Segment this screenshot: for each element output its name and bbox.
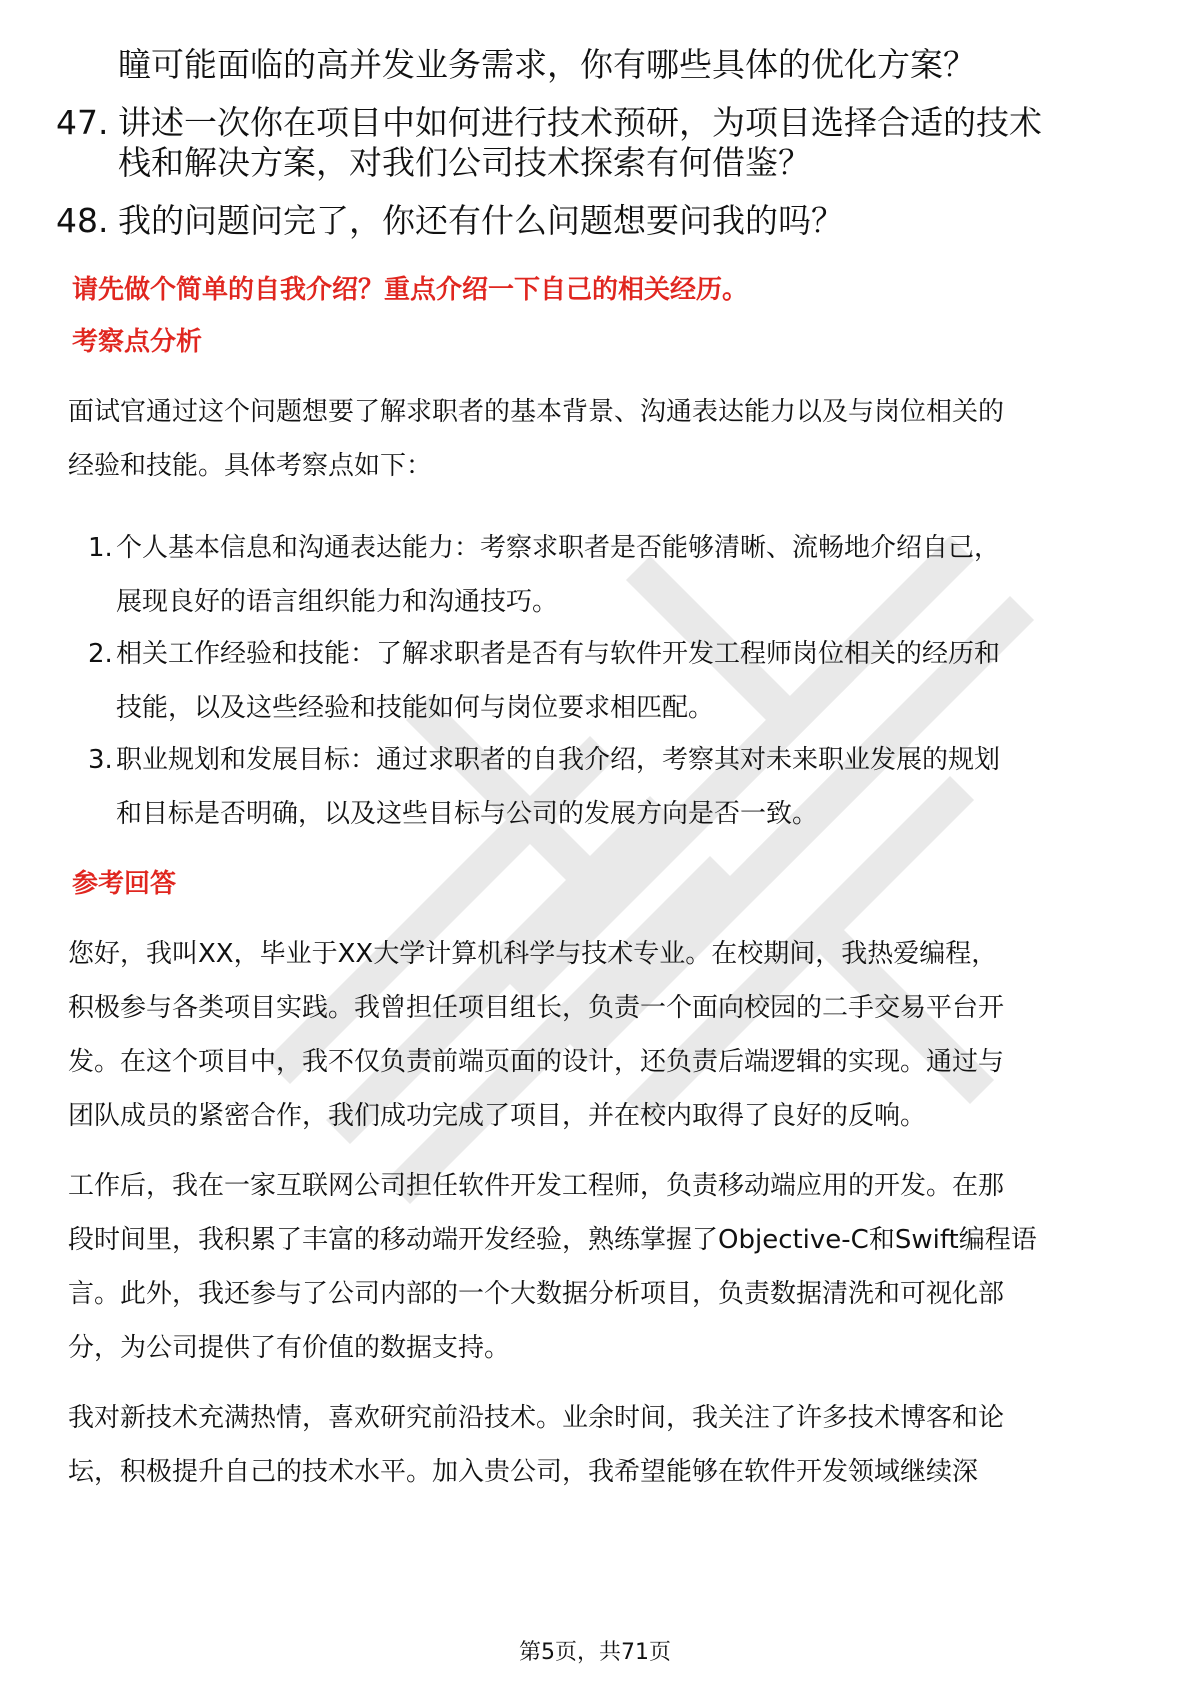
list-item-line: 职业规划和发展目标：通过求职者的自我介绍，考察其对未来职业发展的规划	[116, 745, 1001, 775]
paragraph-line: 坛，积极提升自己的技术水平。加入贵公司，我希望能够在软件开发领域继续深	[68, 1457, 979, 1487]
paragraph-line: 工作后，我在一家互联网公司担任软件开发工程师，负责移动端应用的开发。在那	[68, 1171, 1005, 1201]
paragraph-line: 您好，我叫XX，毕业于XX大学计算机科学与技术专业。在校期间，我热爱编程，	[68, 939, 998, 969]
paragraph-line: 面试官通过这个问题想要了解求职者的基本背景、沟通表达能力以及与岗位相关的	[68, 397, 1005, 427]
page-footer: 第5页，共71页	[519, 1640, 671, 1665]
paragraph-line: 分，为公司提供了有价值的数据支持。	[68, 1333, 511, 1363]
answer-heading: 参考回答	[72, 869, 177, 899]
list-item-line: 个人基本信息和沟通表达能力：考察求职者是否能够清晰、流畅地介绍自己，	[116, 533, 1001, 563]
question-heading: 请先做个简单的自我介绍？重点介绍一下自己的相关经历。	[72, 275, 749, 305]
question-number: 48.	[56, 201, 109, 240]
list-item-number: 3.	[88, 745, 113, 775]
paragraph-line: 经验和技能。具体考察点如下：	[68, 451, 433, 481]
list-item-line: 展现良好的语言组织能力和沟通技巧。	[116, 587, 559, 617]
paragraph-line: 积极参与各类项目实践。我曾担任项目组长，负责一个面向校园的二手交易平台开	[68, 993, 1005, 1023]
list-item-line: 相关工作经验和技能：了解求职者是否有与软件开发工程师岗位相关的经历和	[116, 639, 1001, 669]
question-line: 栈和解决方案，对我们公司技术探索有何借鉴？	[118, 143, 811, 182]
list-item-line: 和目标是否明确，以及这些目标与公司的发展方向是否一致。	[116, 799, 819, 829]
paragraph-line: 段时间里，我积累了丰富的移动端开发经验，熟练掌握了Objective-C和Swift编程语	[68, 1225, 1037, 1255]
question-number: 47.	[56, 103, 109, 142]
paragraph-line: 团队成员的紧密合作，我们成功完成了项目，并在校内取得了良好的反响。	[68, 1101, 927, 1131]
list-item-number: 2.	[88, 639, 113, 669]
paragraph-line: 我对新技术充满热情，喜欢研究前沿技术。业余时间，我关注了许多技术博客和论	[68, 1403, 1005, 1433]
analysis-heading: 考察点分析	[72, 327, 203, 357]
question-line: 瞳可能面临的高并发业务需求，你有哪些具体的优化方案？	[118, 45, 976, 84]
list-item-number: 1.	[88, 533, 113, 563]
question-line: 我的问题问完了，你还有什么问题想要问我的吗？	[118, 201, 844, 240]
list-item-line: 技能，以及这些经验和技能如何与岗位要求相匹配。	[116, 693, 715, 723]
paragraph-line: 发。在这个项目中，我不仅负责前端页面的设计，还负责后端逻辑的实现。通过与	[68, 1047, 1005, 1077]
question-line: 讲述一次你在项目中如何进行技术预研，为项目选择合适的技术	[118, 103, 1042, 142]
paragraph-line: 言。此外，我还参与了公司内部的一个大数据分析项目，负责数据清洗和可视化部	[68, 1279, 1005, 1309]
